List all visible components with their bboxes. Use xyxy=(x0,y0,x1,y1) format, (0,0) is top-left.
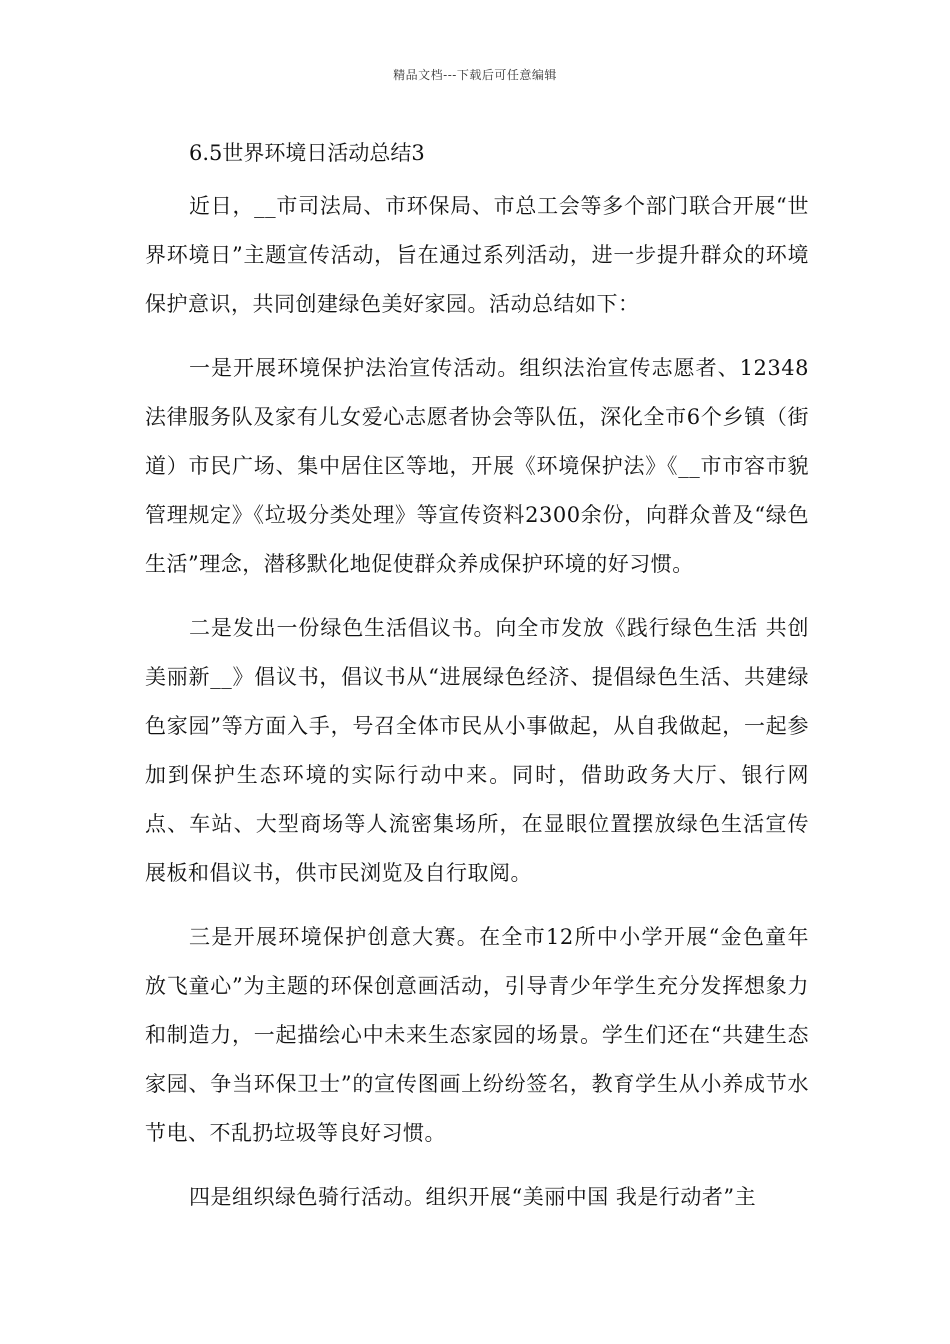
page-header: 精品文档---下载后可任意编辑 xyxy=(393,68,557,82)
paragraph-legal-publicity: 一是开展环境保护法治宣传活动。组织法治宣传志愿者、12348法律服务队及家有儿女爱心志愿者协会等队伍，深化全市6个乡镇（街道）市民广场、集中居住区等地，开展《环境保护法》《__市市容市貌管理规定》《垃圾分类处理》等宣传资料2300余份，向群众普及“绿色生活”理念，潜移默化地促使群众养成保护环境的好习惯。 xyxy=(145,356,809,576)
paragraph-creative-contest: 三是开展环境保护创意大赛。在全市12所中小学开展“金色童年 放飞童心”为主题的环保创意画活动，引导青少年学生充分发挥想象力和制造力，一起描绘心中未来生态家园的场景。学生们还在“共建生态家园、争当环保卫士”的宣传图画上纷纷签名，教育学生从小养成节水节电、不乱扔垃圾等良好习惯。 xyxy=(145,925,809,1145)
paragraph-green-proposal: 二是发出一份绿色生活倡议书。向全市发放《践行绿色生活 共创美丽新__》倡议书，倡议书从“进展绿色经济、提倡绿色生活、共建绿色家园”等方面入手，号召全体市民从小事做起，从自我做起，一起参加到保护生态环境的实际行动中来。同时，借助政务大厅、银行网点、车站、大型商场等人流密集场所，在显眼位置摆放绿色生活宣传展板和倡议书，供市民浏览及自行取阅。 xyxy=(145,616,809,885)
document-title: 6.5世界环境日活动总结3 xyxy=(189,141,425,165)
paragraph-intro: 近日，__市司法局、市环保局、市总工会等多个部门联合开展“世界环境日”主题宣传活动，旨在通过系列活动，进一步提升群众的环境保护意识，共同创建绿色美好家园。活动总结如下： xyxy=(145,194,809,316)
paragraph-green-cycling: 四是组织绿色骑行活动。组织开展“美丽中国 我是行动者”主 xyxy=(189,1185,757,1209)
document-body xyxy=(145,136,809,1222)
